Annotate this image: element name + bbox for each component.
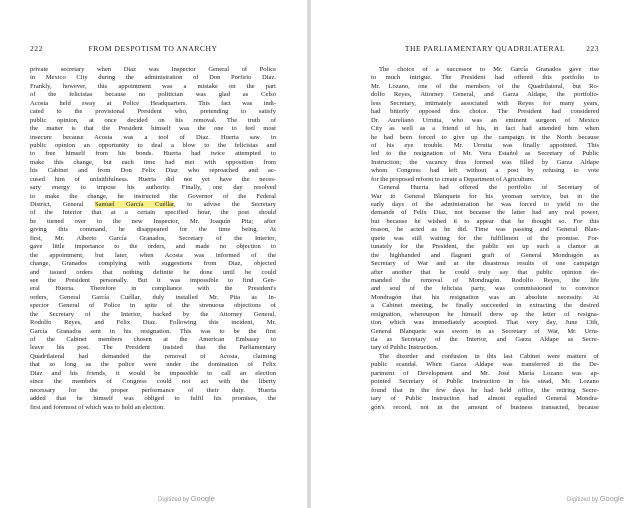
text-line: gón's record, not in the amount of business transacted, because	[371, 403, 599, 411]
text-line: public opinion an opportunity to deal a blow to the felicistas and	[30, 141, 276, 149]
text-line: found that in the few days he had held office, the retiring Secre-	[371, 386, 599, 394]
text-line: quete was still waiting for the fulfillment of the promise. For-	[371, 234, 599, 242]
text-line: Instruction; the vacancy thus formed was filled by Garza Aldape	[371, 158, 599, 166]
text-line: led to the resignation of Mr. Vera Estañol as Secretary of Public	[371, 150, 599, 158]
text-line: partment of Development and Mr. José María Lozano was ap-	[371, 369, 599, 377]
text-line: of the felicistas because no politician was glad as Celso	[30, 91, 276, 99]
text-line: for the proposed reform to create a Department of Agriculture.	[371, 175, 535, 183]
text-line: had bitterly opposed this choice. The President had considered	[371, 108, 599, 116]
text-line: War to General Blanquete for his yeoman service, but in the	[371, 192, 599, 200]
text-line: less Secretary, intimately associated with Reyes for many years,	[371, 99, 599, 107]
text-line: public opinion, at once decided on his removal. The truth of	[30, 116, 276, 124]
text-line: in Mexico City during the administration of Don Porfirio Diaz.	[30, 74, 276, 82]
text-line: Mr. Lozano, one of the members of the Quadrilateral, but Ro-	[371, 82, 599, 90]
left-page	[0, 0, 307, 508]
text-line: see the President personally. But it was impossible to find Gen-	[30, 276, 276, 284]
text-line: tary of Public Instruction.	[371, 344, 439, 352]
digitized-by-label: Digitized by	[158, 497, 191, 503]
text-line: Rodolfo Reyes, and Felix Diaz. Following this incident, Mr.	[30, 319, 276, 327]
text-line: eral Huerta. Therefore in compliance with the President's	[30, 285, 276, 293]
left-page-number: 222	[30, 44, 43, 53]
text-line: The choice of a successor to Mr. García Granados gave rise	[379, 66, 599, 73]
text-line: necessary for the proper performance of their duty. Huerta	[30, 386, 276, 394]
text-line: leave his post. The President insisted that the Parliamentary	[30, 344, 276, 352]
right-page-number: 223	[586, 44, 599, 53]
text-line: dolfo Reyes, Attorney General, and Garza Aldape, the portfolio-	[371, 91, 599, 99]
text-line: first and foremost of which was to hold an election.	[30, 403, 165, 411]
text-line: and issued orders that nothing definite be done until he could	[30, 268, 276, 276]
text-line: the matter is that the President himself was the one to feel most	[30, 125, 276, 133]
text-line: sary energy to impose his authority. Finally, one day resolved	[30, 184, 276, 192]
google-watermark: Google	[190, 494, 215, 503]
text-line: tunately for the President, the public set up such a clamor at	[371, 243, 599, 251]
digitized-by-label: Digitized by	[567, 497, 600, 503]
text-line: Mondragón that his resignation was an absolute necessity. At	[371, 293, 599, 301]
text-line: make this change, but each time had met with opposition from	[30, 158, 276, 166]
text-line: change, Granados complying with suggestions from Diaz, objected	[30, 260, 276, 268]
text-line: and soul of the felicista party, was commissioned to convince	[371, 285, 599, 293]
text-line: his Cabinet and from Don Felix Diaz who reproached and ac-	[30, 167, 276, 175]
text-line: Quadrilateral had demanded the removal of Acosta, claiming	[30, 352, 276, 360]
text-line: be turned over to the new Inspector, Mr. Joaquín Pita; after	[30, 217, 276, 225]
text-line: García Granados sent in his resignation. This was to be the first	[30, 327, 276, 335]
text-line: whom Congress had left without a post by refusing to vote	[371, 167, 599, 175]
text-line: of the Cabinet members chosen at the American Embassy to	[30, 336, 276, 343]
left-page-footer	[158, 494, 215, 503]
text-line: the Secretary of the Interior, backed by the Attorney General,	[30, 310, 276, 318]
right-page-body	[371, 66, 599, 412]
text-line: that so long as the police were under the domination of Felix	[30, 361, 276, 369]
text-line: a Cabinet meeting, he finally succeeded in extracting the desired	[371, 302, 599, 310]
text-line: insecure because Acosta was a tool of Diaz. Huerta saw in	[30, 133, 276, 141]
text-line: orders, General García Cuéllar, duly installed Mr. Pita as In-	[30, 293, 276, 301]
text-line: but because he wished it to appear that he thought so. For this	[371, 217, 599, 225]
left-running-title: FROM DESPOTISM TO ANARCHY	[88, 44, 218, 53]
text-line: of his eye trouble. Mr. Urrutia was finally appointed. This	[371, 141, 599, 149]
text-line: tia as Secretary of the Interior, and Garza Aldape as Secre-	[371, 336, 599, 343]
google-watermark: Google	[599, 494, 624, 503]
text-line: Frankly, however, this appointment was a mistake on the part	[30, 82, 276, 90]
text-line: General Blanquete was sworn in as Secretary of War, Mr. Urru-	[371, 327, 599, 335]
text-line: to make the change, he instructed the Governor of the Federal	[30, 192, 276, 200]
text-line: first, Mr. Alberto García Granados, Secretary of the Interior,	[30, 234, 276, 242]
text-line: added that he himself was obliged to fulfil his promises, the	[30, 395, 276, 403]
text-line: the appointment, but later, when Acosta was informed of the	[30, 251, 276, 259]
right-running-title: THE PARLIAMENTARY QUADRILATERAL	[404, 44, 566, 53]
text-line: to much intrigue. The President had offered this portfolio to	[371, 74, 599, 82]
right-page	[311, 0, 624, 508]
text-line: resignation, whereupon he himself drew up the letter of resigna-	[371, 310, 599, 318]
text-line: tion which was immediately accepted. That very day, June 13th,	[371, 319, 599, 327]
text-line: The disorder and confusion in this last Cabinet were matters of	[379, 352, 599, 360]
text-line: Diaz and his friends, it would be impossible to call an election	[30, 369, 276, 377]
text-line: early days of the administration he was forced to yield to the	[371, 201, 599, 208]
right-page-footer	[567, 494, 624, 503]
text-line: reason, he acted as he did. Time was passing and General Blan-	[371, 226, 599, 234]
text-line: Secretary of War and at the disastrous results of one campaign	[371, 260, 599, 268]
text-line: to free himself from his bonds. Huerta had twice attempted to	[30, 150, 276, 158]
text-line: Dr. Aureliano Urrutia, who was an eminent surgeon of Mexico	[371, 116, 599, 124]
text-line: of the Interior that at a certain specified hour, the post should	[30, 209, 276, 217]
text-line: public scandal. When Garza Aldape was transferred to the De-	[371, 361, 599, 369]
text-line: gave little importance to the orders, and made no objection to	[30, 243, 276, 251]
text-line: since the members of Congress could not act with the liberty	[30, 378, 276, 386]
text-line: manded the removal of Mondragón. Rodolfo Reyes, the life	[371, 276, 599, 284]
text-line: giving this command, he disappeared for the time being. At	[30, 226, 276, 234]
text-line: City as well as a friend of his, in fact had attended him when	[371, 125, 599, 133]
text-line: tary of Public Instruction had almost equalled General Mondra-	[371, 395, 599, 403]
left-page-body	[30, 66, 276, 412]
text-line: pointed Secretary of Public Instruction in his stead, Mr. Lozano	[371, 378, 599, 386]
text-line: cused him of unfaithfulness. Huerta did not yet have the neces-	[30, 175, 276, 183]
highlighted-text: Samuel García Cuéllar	[94, 201, 174, 208]
text-line: District, General Samuel García Cuéllar, to advise the Secretary	[30, 201, 277, 208]
text-line: he had been forced to give up the campaign in the North because	[371, 133, 599, 141]
text-line: spector General of Police in spite of the strenuous objections of	[30, 302, 276, 310]
text-line: General Huerta had offered the portfolio of Secretary of	[379, 184, 599, 192]
text-line: cated to the provisional President who, pretending to satisfy	[30, 108, 276, 116]
text-line: the highhanded and flagrant graft of General Mondragón as	[371, 251, 599, 259]
text-line: private secretary when Diaz was Inspector General of Police	[30, 66, 276, 73]
text-line: Acosta held sway at Police Headquarters. This fact was indi-	[30, 99, 276, 107]
text-line: after another that he could truly say that public opinion de-	[371, 268, 599, 276]
text-line: demands of Felix Diaz, not because the latter had any real power,	[371, 209, 599, 217]
